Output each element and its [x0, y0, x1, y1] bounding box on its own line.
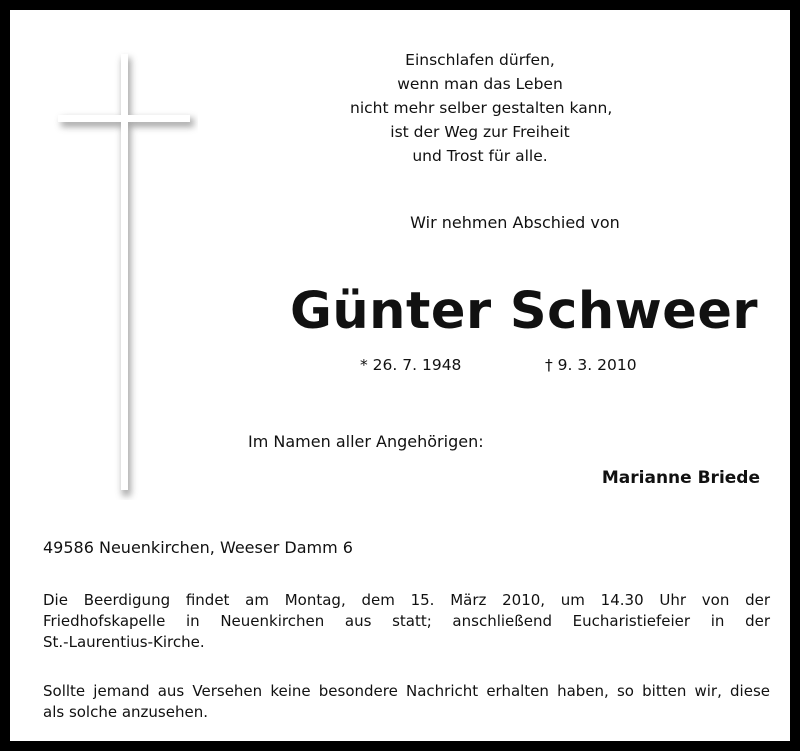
notice-paragraph: [43, 681, 770, 723]
poem-line: und Trost für alle.: [412, 147, 548, 165]
funeral-line: St.-Laurentius-Kirche.: [43, 633, 205, 651]
funeral-line: Die Beerdigung findet am Montag, dem 15. März 2010, um 14.30 Uhr von der: [43, 591, 770, 609]
address: 49586 Neuenkirchen, Weeser Damm 6: [43, 538, 353, 557]
birth-date: * 26. 7. 1948: [360, 356, 462, 374]
funeral-paragraph: [43, 590, 770, 653]
death-date: † 9. 3. 2010: [545, 356, 637, 374]
poem-line: ist der Weg zur Freiheit: [390, 123, 570, 141]
deceased-name: Günter Schweer: [290, 282, 759, 341]
poem: [350, 48, 613, 168]
poem-line: nicht mehr selber gestalten kann,: [350, 99, 613, 117]
poem-line: Einschlafen dürfen,: [405, 51, 555, 69]
farewell-line: Wir nehmen Abschied von: [410, 213, 620, 232]
signer-name: Marianne Briede: [601, 468, 760, 488]
funeral-line: Friedhofskapelle in Neuenkirchen aus statt; anschließend Eucharistiefeier in der: [43, 612, 770, 630]
cross-icon: [48, 40, 198, 500]
notice-line: Sollte jemand aus Versehen keine besondere Nachricht erhalten haben, so bitten wir, diese: [43, 682, 770, 700]
relatives-line: Im Namen aller Angehörigen:: [248, 432, 484, 451]
poem-line: wenn man das Leben: [397, 75, 563, 93]
notice-line: als solche anzusehen.: [43, 703, 208, 721]
